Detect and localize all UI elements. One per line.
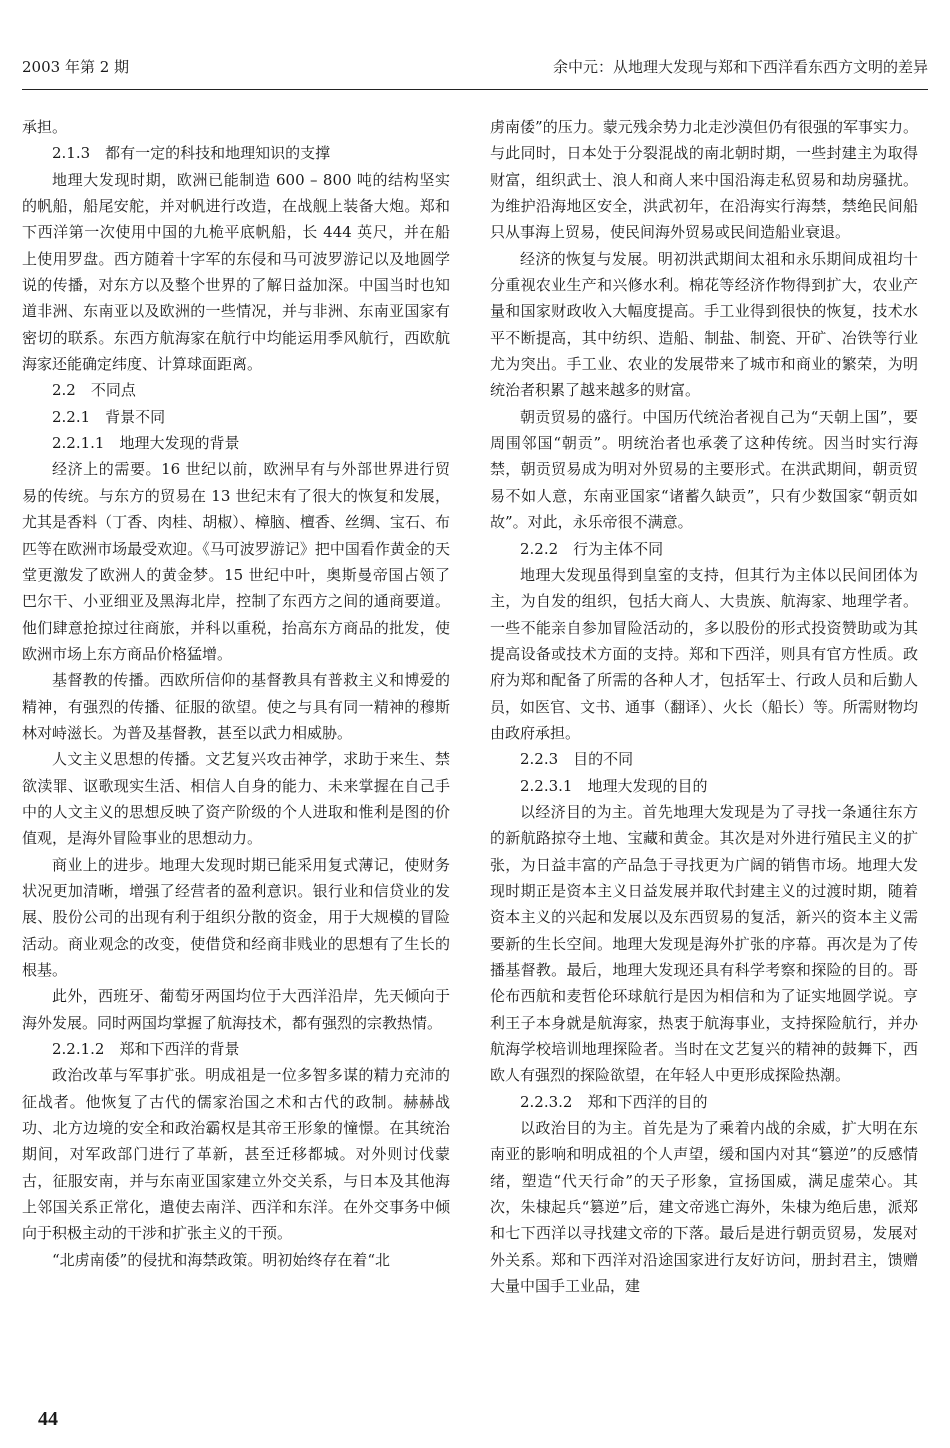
section-heading: 2.2.2 行为主体不同 — [520, 539, 664, 558]
paragraph: 经济的恢复与发展。明初洪武期间太祖和永乐期间成祖均十分重视农业生产和兴修水利。棉花等经济作物得到扩大，农业产量和国家财政收入大幅度提高。手工业得到很快的恢复，技术水平不断提高，其中纺织、造船、制盐、制瓷、开矿、冶铁等行业尤为突出。手工业、农业的发展带来了城市和商业的繁荣，为明统治者积累了越来越多的财富。 — [490, 249, 918, 400]
paragraph: 此外，西班牙、葡萄牙两国均位于大西洋沿岸，先天倾向于海外发展。同时两国均掌握了航海技术，都有强烈的宗教热情。 — [22, 987, 450, 1032]
section-heading: 2.2.1.2 郑和下西洋的背景 — [52, 1040, 240, 1059]
section-heading: 2.2.3 目的不同 — [520, 750, 634, 769]
paragraph: 商业上的进步。地理大发现时期已能采用复式薄记，使财务状况更加清晰，增强了经营者的盈利意识。银行业和信贷业的发展、股份公司的出现有利于组织分散的资金，用于大规模的冒险活动。商业观念的改变，使借贷和经商非贱业的思想有了生长的根基。 — [22, 855, 450, 979]
section-heading: 2.2.3.1 地理大发现的目的 — [520, 776, 708, 795]
paragraph: 以政治目的为主。首先是为了乘着内战的余威，扩大明在东南亚的影响和明成祖的个人声望，缓和国内对其“篡逆”的反感情绪，塑造“代天行命”的天子形象，宣扬国威，满足虚荣心。其次，朱棣起兵“篡逆”后，建文帝逃亡海外，朱棣为绝后患，派郑和七下西洋以寻找建文帝的下落。最后是进行朝贡贸易，发展对外关系。郑和下西洋对沿途国家进行友好访问，册封君主，馈赠大量中国手工业品，建 — [490, 1119, 918, 1296]
paragraph: 经济上的需要。16 世纪以前，欧洲早有与外部世界进行贸易的传统。与东方的贸易在 13 世纪末有了很大的恢复和发展，尤其是香料（丁香、肉桂、胡椒）、樟脑、檀香、丝绸、宝石、布匹等在欧洲市场最受欢迎。《马可波罗游记》把中国看作黄金的天堂更激发了欧洲人的黄金梦。15 世纪中叶，奥斯曼帝国占领了巴尔干、小亚细亚及黑海北岸，控制了东西方之间的通商要道。他们肆意抢掠过往商旅，并科以重税，抬高东方商品的批发，使欧洲市场上东方商品价格猛增。 — [22, 460, 450, 663]
page-number: 44 — [38, 1408, 58, 1430]
section-heading: 2.2.1.1 地理大发现的背景 — [52, 434, 240, 453]
paragraph: 基督教的传播。西欧所信仰的基督教具有普救主义和博爱的精神，有强烈的传播、征服的欲望。使之与具有同一精神的穆斯林对峙滋长。为普及基督教，甚至以武力相威胁。 — [22, 671, 450, 742]
section-heading: 2.2 不同点 — [52, 381, 136, 400]
journal-issue: 2003 年第 2 期 — [22, 58, 130, 76]
running-header — [22, 52, 928, 82]
section-heading: 2.2.3.2 郑和下西洋的目的 — [520, 1092, 708, 1111]
paragraph: 朝贡贸易的盛行。中国历代统治者视自己为“天朝上国”，要周围邻国“朝贡”。明统治者也承袭了这种传统。因当时实行海禁，朝贡贸易成为明对外贸易的主要形式。在洪武期间，朝贡贸易不如人意，东南亚国家“诸蓄久缺贡”，只有少数国家“朝贡如故”。对此，永乐帝很不满意。 — [490, 407, 918, 532]
article-title-header: 余中元：从地理大发现与郑和下西洋看东西方文明的差异 — [552, 58, 928, 76]
header-rule — [22, 89, 928, 90]
paragraph: 地理大发现虽得到皇室的支持，但其行为主体以民间团体为主，为自发的组织，包括大商人、大贵族、航海家、地理学者。一些不能亲自参加冒险活动的，多以股份的形式投资赞助或为其提高设备或技术方面的支持。郑和下西洋，则具有官方性质。政府为郑和配备了所需的各种人才，包括军士、行政人员和后勤人员，如医官、文书、通事（翻译）、火长（船长）等。所需财物均由政府承担。 — [490, 565, 918, 742]
right-column — [490, 114, 918, 1299]
paragraph: “北虏南倭”的侵扰和海禁政策。明初始终存在着“北 — [52, 1250, 391, 1269]
left-column — [22, 114, 450, 1273]
paragraph: 虏南倭”的压力。蒙元残余势力北走沙漠但仍有很强的军事实力。与此同时，日本处于分裂混战的南北朝时期，一些封建主为取得财富，组织武士、浪人和商人来中国沿海走私贸易和劫房骚扰。为维护沿海地区安全，洪武初年，在沿海实行海禁，禁绝民间船只从事海上贸易，使民间海外贸易或民间造船业衰退。 — [490, 118, 918, 242]
paragraph: 地理大发现时期，欧洲已能制造 600 – 800 吨的结构坚实的帆船，船尾安舵，并对帆进行改造，在战舰上装备大炮。郑和下西洋第一次使用中国的九桅平底帆船，长 444 英尺，并在船上使用罗盘。西方随着十字军的东侵和马可波罗游记以及地圆学说的传播，对东方以及整个世界的了解日益加深。中国当时也知道非洲、东南亚以及欧洲的一些情况，并与非洲、东南亚国家有密切的联系。东西方航海家在航行中均能运用季风航行，西欧航海家还能确定纬度、计算球面距离。 — [22, 170, 450, 374]
paragraph: 以经济目的为主。首先地理大发现是为了寻找一条通往东方的新航路掠夺土地、宝藏和黄金。其次是对外进行殖民主义的扩张，为日益丰富的产品急于寻找更为广阔的销售市场。地理大发现时期正是资本主义日益发展并取代封建主义的过渡时期，随着资本主义的兴起和发展以及东西贸易的复活，新兴的资本主义需要新的生长空间。地理大发现是海外扩张的序幕。再次是为了传播基督教。最后，地理大发现还具有科学考察和探险的目的。哥伦布西航和麦哲伦环球航行是因为相信和为了证实地圆学说。亨利王子本身就是航海家，热衷于航海事业，支持探险航行，并办航海学校培训地理探险者。当时在文艺复兴的精神的鼓舞下，西欧人有强烈的探险欲望，在年轻人中更形成探险热潮。 — [490, 802, 918, 1085]
paragraph: 人文主义思想的传播。文艺复兴攻击神学，求助于来生、禁欲渎罪、讴歌现实生活、相信人自身的能力、未来掌握在自己手中的人文主义的思想反映了资产阶级的个人进取和惟利是图的价值观，是海外冒险事业的思想动力。 — [22, 750, 450, 848]
paragraph: 承担。 — [22, 118, 68, 136]
section-heading: 2.2.1 背景不同 — [52, 407, 166, 426]
section-heading: 2.1.3 都有一定的科技和地理知识的支撑 — [52, 144, 331, 163]
paragraph: 政治改革与军事扩张。明成祖是一位多智多谋的精力充沛的征战者。他恢复了古代的儒家治国之术和古代的政制。赫赫战功、北方边境的安全和政治霸权是其帝王形象的憧憬。在其统治期间，对军政部门进行了革新，甚至迁移都城。对外则讨伐蒙古，征服安南，并与东南亚国家建立外交关系，与日本及其他海上邻国关系正常化，遣使去南洋、西洋和东洋。在外交事务中倾向于积极主动的干涉和扩张主义的干预。 — [22, 1066, 450, 1243]
